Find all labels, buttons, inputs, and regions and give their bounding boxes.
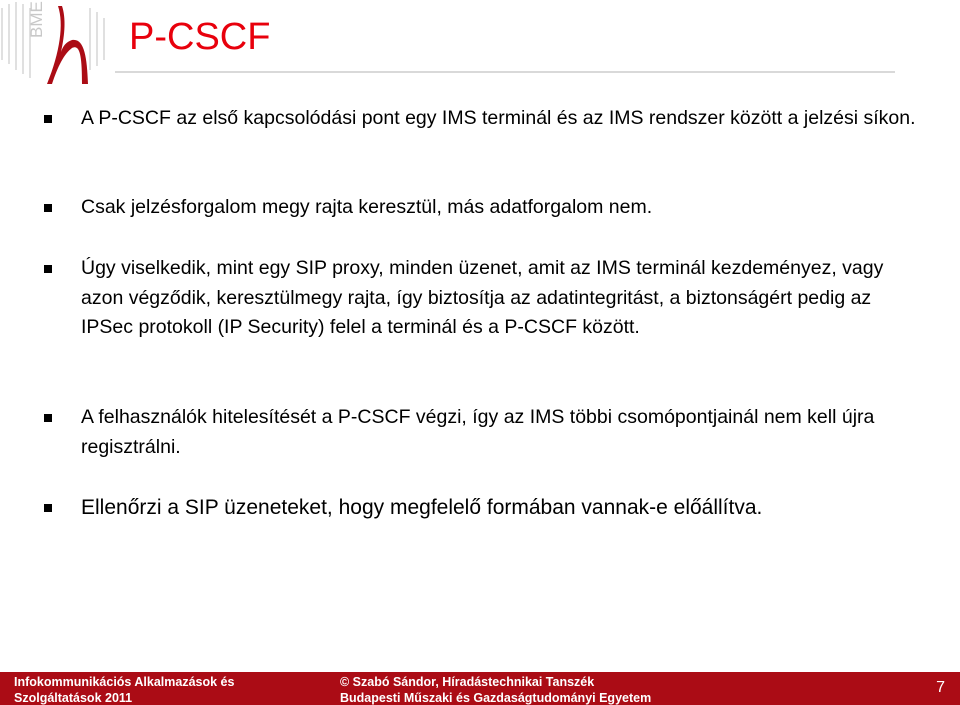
footer-author-line: Budapesti Műszaki és Gazdaságtudományi Egyetem (340, 691, 652, 705)
bullet-item (40, 493, 920, 523)
logo-text: BME (27, 1, 46, 38)
footer-author-line: © Szabó Sándor, Híradástechnikai Tanszék (340, 675, 595, 689)
logo-mark (47, 6, 88, 84)
square-bullet-icon (44, 414, 52, 422)
bme-logo (0, 0, 120, 92)
bullet-text: A P-CSCF az első kapcsolódási pont egy IMS terminál és az IMS rendszer között a jelzési síkon. (81, 107, 916, 129)
footer-course-line: Szolgáltatások 2011 (14, 691, 133, 705)
square-bullet-icon (44, 265, 52, 273)
page-number: 7 (936, 679, 945, 696)
square-bullet-icon (44, 204, 52, 212)
bullet-text: Úgy viselkedik, mint egy SIP proxy, minden üzenet, amit az IMS terminál kezdeményez, vagy azon végződik, keresztülmegy rajta, így biztosítja az adatintegritást, a biztonságért pedig az IPSec protokoll (IP Security) felel a terminál és a P-CSCF között. (81, 257, 884, 338)
bullet-text: Ellenőrzi a SIP üzeneteket, hogy megfelelő formában vannak-e előállítva. (81, 496, 763, 519)
bullet-item (40, 104, 920, 134)
footer-bar (0, 672, 960, 705)
bullet-item (40, 254, 920, 343)
title-divider (115, 71, 895, 73)
footer-course (14, 674, 234, 705)
square-bullet-icon (44, 115, 52, 123)
footer-course-line: Infokommunikációs Alkalmazások és (14, 675, 235, 689)
bullet-item (40, 403, 920, 462)
page-title: P-CSCF (129, 16, 271, 58)
bullet-text: Csak jelzésforgalom megy rajta keresztül, más adatforgalom nem. (81, 196, 653, 218)
bullet-text: A felhasználók hitelesítését a P-CSCF végzi, így az IMS többi csomópontjainál nem kell újra regisztrálni. (81, 406, 875, 458)
square-bullet-icon (44, 504, 52, 512)
footer-author (340, 674, 651, 705)
bullet-item (40, 193, 920, 223)
